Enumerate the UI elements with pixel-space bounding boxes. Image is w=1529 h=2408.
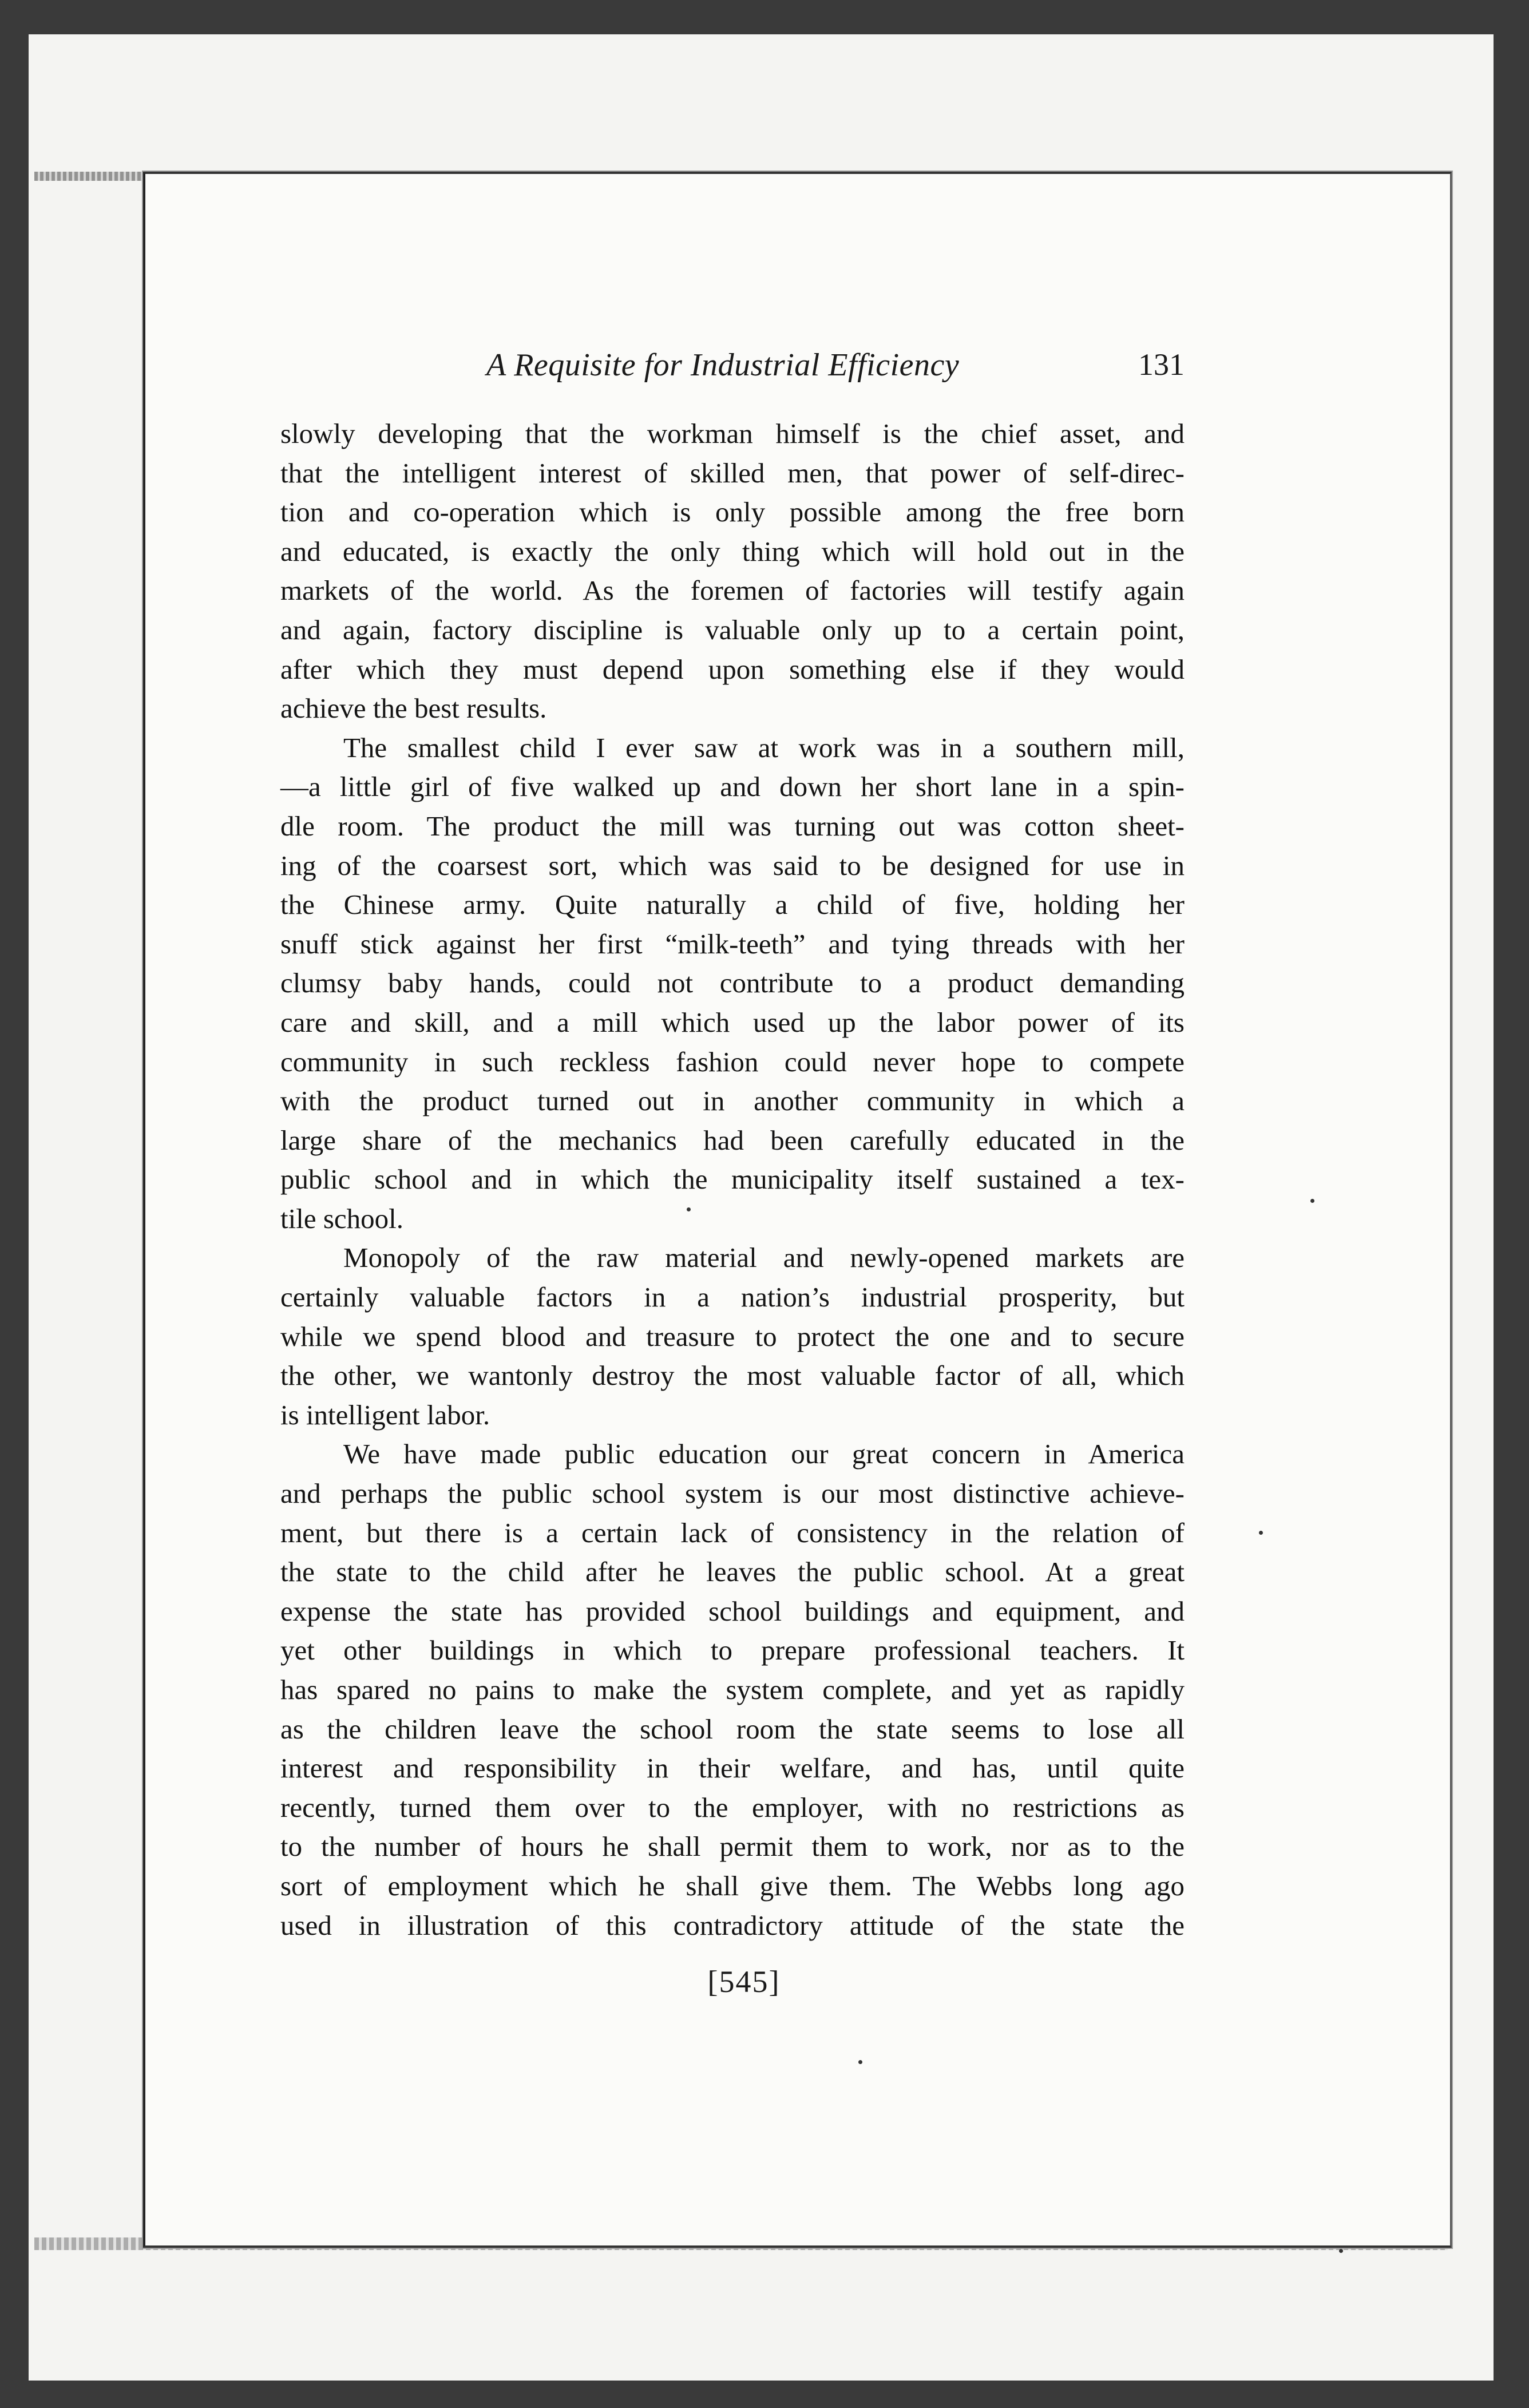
text-line: is intelligent labor.: [280, 1399, 490, 1431]
scan-speck: [687, 1207, 691, 1211]
text-line: after which they must depend upon something else if they would: [280, 653, 1185, 685]
text-line: public school and in which the municipality itself sustained a tex-: [280, 1163, 1185, 1195]
text-line: care and skill, and a mill which used up the labor power of its: [280, 1006, 1185, 1038]
text-line: used in illustration of this contradictory attitude of the state the: [280, 1909, 1185, 1941]
scan-speck: [1259, 1531, 1263, 1535]
scan-speck: [858, 2060, 862, 2064]
text-line: slowly developing that the workman himself is the chief asset, and: [280, 418, 1185, 449]
text-line: tion and co-operation which is only possible among the free born: [280, 496, 1185, 528]
text-line: snuff stick against her first “milk-teeth” and tying threads with her: [280, 928, 1185, 960]
text-line: the Chinese army. Quite naturally a child of five, holding her: [280, 889, 1185, 921]
paragraph-4: [280, 1435, 1185, 1945]
text-line: achieve the best results.: [280, 692, 547, 724]
text-line: clumsy baby hands, could not contribute to a product demanding: [280, 967, 1185, 999]
text-line: as the children leave the school room the state seems to lose all: [280, 1713, 1185, 1745]
paragraph-1: [280, 414, 1185, 728]
text-line: expense the state has provided school buildings and equipment, and: [280, 1595, 1185, 1627]
text-line: Monopoly of the raw material and newly-opened markets are: [343, 1242, 1185, 1274]
running-head: [280, 347, 1185, 393]
text-line: and perhaps the public school system is our most distinctive achieve-: [280, 1478, 1185, 1510]
text-line: that the intelligent interest of skilled men, that power of self-direc-: [280, 457, 1185, 489]
text-line: the state to the child after he leaves the public school. At a great: [280, 1556, 1185, 1588]
folio: [545]: [707, 1965, 781, 1999]
text-line: ing of the coarsest sort, which was said to be designed for use in: [280, 849, 1185, 881]
text-line: to the number of hours he shall permit them to work, nor as to the: [280, 1831, 1185, 1863]
text-line: yet other buildings in which to prepare professional teachers. It: [280, 1634, 1185, 1666]
scan-speck: [1339, 2249, 1343, 2253]
text-line: recently, turned them over to the employer, with no restrictions as: [280, 1791, 1185, 1823]
paragraph-2: [280, 728, 1185, 1239]
text-line: The smallest child I ever saw at work was in a southern mill,: [343, 731, 1185, 763]
text-line: has spared no pains to make the system complete, and yet as rapidly: [280, 1674, 1185, 1705]
text-line: while we spend blood and treasure to protect the one and to secure: [280, 1320, 1185, 1352]
running-title: A Requisite for Industrial Efficiency: [486, 347, 960, 383]
text-line: sort of employment which he shall give them. The Webbs long ago: [280, 1870, 1185, 1902]
text-line: community in such reckless fashion could never hope to compete: [280, 1045, 1185, 1078]
text-line: and educated, is exactly the only thing which will hold out in the: [280, 535, 1185, 567]
text-line: with the product turned out in another community in which a: [280, 1085, 1185, 1117]
body-text: [280, 414, 1185, 1945]
scan-speck: [1310, 1199, 1314, 1203]
text-line: —a little girl of five walked up and down her short lane in a spin-: [280, 771, 1185, 803]
page-number: 131: [1138, 347, 1185, 382]
text-line: ment, but there is a certain lack of consistency in the relation of: [280, 1516, 1185, 1548]
text-line: certainly valuable factors in a nation’s industrial prosperity, but: [280, 1281, 1185, 1313]
text-line: tile school.: [280, 1202, 404, 1234]
text-line: the other, we wantonly destroy the most valuable factor of all, which: [280, 1360, 1185, 1392]
paragraph-3: [280, 1238, 1185, 1435]
text-line: and again, factory discipline is valuable only up to a certain point,: [280, 613, 1185, 645]
text-line: We have made public education our great concern in America: [343, 1438, 1185, 1470]
text-line: interest and responsibility in their welfare, and has, until quite: [280, 1752, 1185, 1784]
text-line: large share of the mechanics had been carefully educated in the: [280, 1124, 1185, 1156]
text-line: dle room. The product the mill was turning out was cotton sheet-: [280, 810, 1185, 842]
text-line: markets of the world. As the foremen of factories will testify again: [280, 575, 1185, 607]
